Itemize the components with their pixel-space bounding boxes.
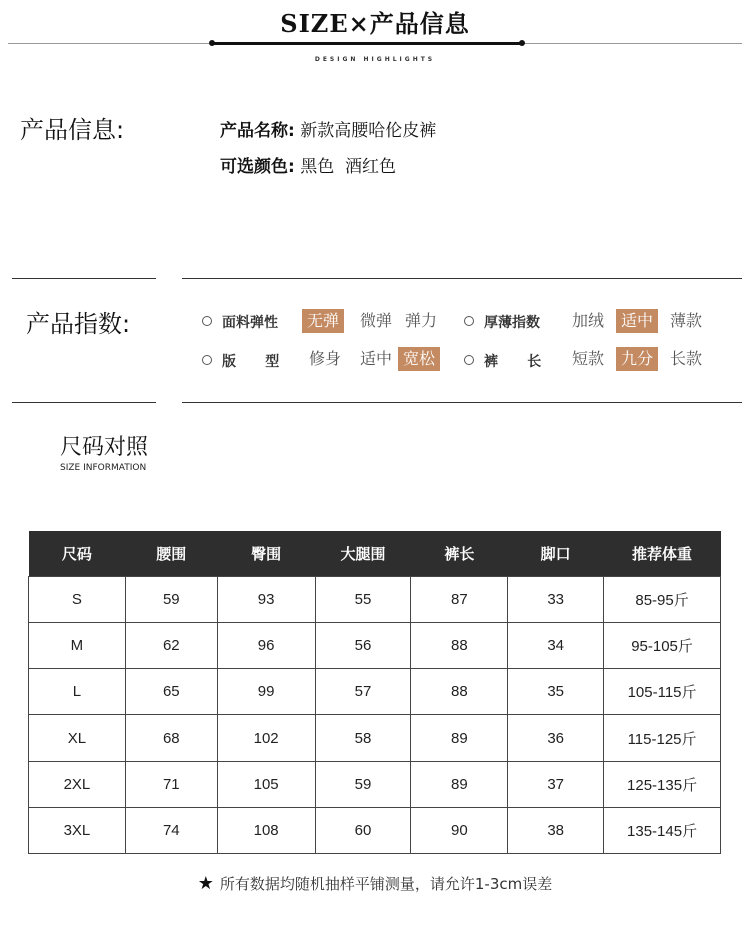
attr-label-thickness: 厚薄指数: [484, 315, 540, 331]
attr-option-thickness-2: 薄款: [670, 311, 703, 330]
attr-option-thickness-1: 适中: [616, 309, 658, 333]
star-icon: ★: [197, 873, 214, 894]
size-section-subtitle: SIZE INFORMATION: [60, 463, 147, 473]
table-cell: 88: [411, 669, 508, 715]
table-cell: 60: [315, 807, 411, 853]
table-cell: 102: [217, 715, 315, 761]
table-cell: 59: [125, 576, 217, 622]
table-cell: 2XL: [29, 761, 126, 807]
bullet-icon: [202, 316, 212, 326]
size-table: [28, 531, 721, 854]
header-length: 裤长: [411, 531, 508, 576]
bullet-icon: [464, 355, 474, 365]
product-name-value: 新款高腰哈伦皮裤: [300, 121, 437, 141]
attr-label-elasticity: 面料弹性: [222, 315, 278, 331]
attr-option-elasticity-2: 弹力: [405, 311, 438, 330]
attr-option-length-0: 短款: [572, 349, 605, 368]
table-cell: 105: [217, 761, 315, 807]
table-cell: 37: [508, 761, 604, 807]
attr-option-fit-2: 宽松: [398, 347, 440, 371]
table-cell: 74: [125, 807, 217, 853]
product-color-row: [220, 152, 396, 177]
header-size: 尺码: [29, 531, 126, 576]
header-dot-left: [209, 40, 215, 46]
page-title: SIZE×产品信息: [280, 9, 470, 38]
attr-option-length-1: 九分: [616, 347, 658, 371]
table-cell: L: [29, 669, 126, 715]
bullet-icon: [464, 316, 474, 326]
product-name-row: [220, 116, 436, 141]
header-hem: 脚口: [508, 531, 604, 576]
index-rule-top-right: [182, 278, 742, 279]
table-cell: 89: [411, 761, 508, 807]
table-cell: 96: [217, 622, 315, 668]
table-cell: 38: [508, 807, 604, 853]
measurement-note: [0, 873, 750, 894]
table-row: [29, 761, 721, 807]
table-cell: 36: [508, 715, 604, 761]
header-weight: 推荐体重: [604, 531, 721, 576]
product-index-heading: 产品指数:: [26, 310, 131, 338]
table-cell: 3XL: [29, 807, 126, 853]
table-cell: 87: [411, 576, 508, 622]
attr-option-elasticity-1: 微弹: [360, 311, 393, 330]
header-waist: 腰围: [125, 531, 217, 576]
product-color-label: 可选颜色:: [220, 157, 295, 177]
table-cell: 68: [125, 715, 217, 761]
table-cell: 115-125斤: [604, 715, 721, 761]
header-thigh: 大腿围: [315, 531, 411, 576]
table-cell: 59: [315, 761, 411, 807]
measurement-note-text: 所有数据均随机抽样平铺测量，请允许1-3cm误差: [219, 875, 553, 893]
table-cell: 58: [315, 715, 411, 761]
table-cell: 71: [125, 761, 217, 807]
product-name-label: 产品名称:: [220, 121, 295, 141]
table-cell: 125-135斤: [604, 761, 721, 807]
attr-option-fit-1: 适中: [360, 349, 393, 368]
table-row: [29, 807, 721, 853]
table-cell: 65: [125, 669, 217, 715]
attr-option-fit-0: 修身: [309, 349, 342, 368]
table-cell: 56: [315, 622, 411, 668]
table-row: [29, 622, 721, 668]
header-dot-right: [519, 40, 525, 46]
table-cell: 62: [125, 622, 217, 668]
table-cell: 88: [411, 622, 508, 668]
header-accent-line: [212, 42, 522, 45]
header-subtitle: DESIGN HIGHLIGHTS: [314, 56, 436, 63]
attr-option-elasticity-0: 无弹: [302, 309, 344, 333]
table-cell: 33: [508, 576, 604, 622]
index-rule-bottom-right: [182, 402, 742, 403]
table-cell: 89: [411, 715, 508, 761]
attr-option-length-2: 长款: [670, 349, 703, 368]
attr-label-length: 裤 长: [484, 354, 542, 370]
table-cell: 35: [508, 669, 604, 715]
table-cell: 34: [508, 622, 604, 668]
table-cell: M: [29, 622, 126, 668]
table-header-row: [29, 531, 721, 576]
table-cell: 55: [315, 576, 411, 622]
attr-label-fit: 版 型: [222, 354, 280, 370]
table-cell: 93: [217, 576, 315, 622]
product-info-heading: 产品信息:: [20, 116, 125, 144]
table-cell: 95-105斤: [604, 622, 721, 668]
table-cell: XL: [29, 715, 126, 761]
table-cell: 135-145斤: [604, 807, 721, 853]
product-color-value: 黑色 酒红色: [300, 157, 397, 177]
table-cell: 108: [217, 807, 315, 853]
bullet-icon: [202, 355, 212, 365]
table-cell: 85-95斤: [604, 576, 721, 622]
table-cell: 99: [217, 669, 315, 715]
table-row: [29, 715, 721, 761]
table-row: [29, 669, 721, 715]
header-hip: 臀围: [217, 531, 315, 576]
attr-option-thickness-0: 加绒: [572, 311, 605, 330]
table-cell: 57: [315, 669, 411, 715]
table-cell: 105-115斤: [604, 669, 721, 715]
size-section-title: 尺码对照: [60, 435, 149, 460]
table-cell: S: [29, 576, 126, 622]
index-rule-bottom-left: [12, 402, 156, 403]
table-cell: 90: [411, 807, 508, 853]
index-rule-top-left: [12, 278, 156, 279]
table-row: [29, 576, 721, 622]
